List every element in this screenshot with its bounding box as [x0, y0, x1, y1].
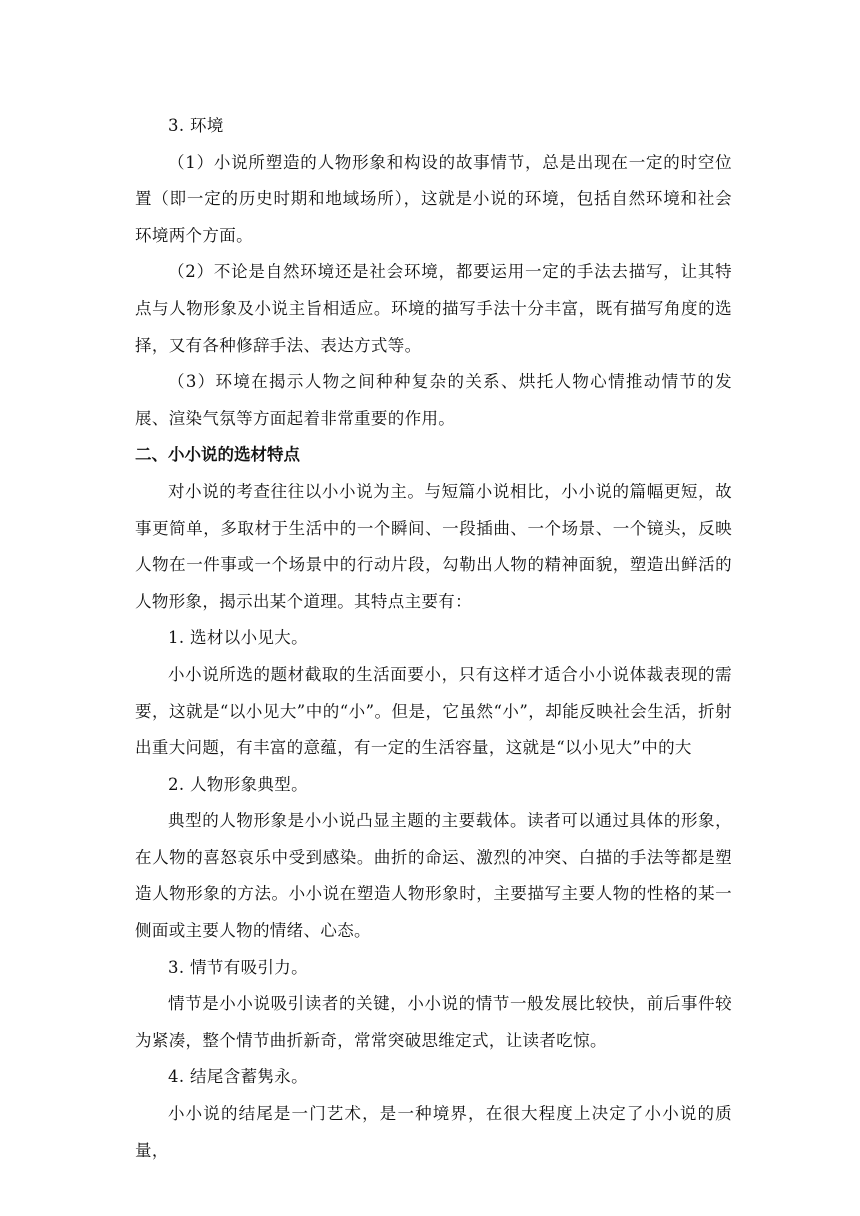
section-heading: 二、小小说的选材特点 [135, 445, 300, 465]
paragraph-environment-3: （3）环境在揭示人物之间种种复杂的关系、烘托人物心情推动情节的发展、渲染气氛等方面起着非常重要的作用。 [135, 372, 732, 428]
paragraph-environment-2: （2）不论是自然环境还是社会环境，都要运用一定的手法去描写，让其特点与人物形象及小说主旨相适应。环境的描写手法十分丰富，既有描写角度的选择，又有各种修辞手法、表达方式等。 [135, 262, 732, 355]
paragraph-item-4: 小小说的结尾是一门艺术，是一种境界，在很大程度上决定了小小说的质量， [135, 1104, 732, 1160]
paragraph-item-2: 典型的人物形象是小小说凸显主题的主要载体。读者可以通过具体的形象，在人物的喜怒哀乐中受到感染。曲折的命运、激烈的冲突、白描的手法等都是塑造人物形象的方法。小小说在塑造人物形象时，主要描写主要人物的性格的某一侧面或主要人物的情绪、心态。 [135, 811, 732, 941]
paragraph-intro: 对小说的考查往往以小小说为主。与短篇小说相比，小小说的篇幅更短，故事更简单，多取材于生活中的一个瞬间、一段插曲、一个场景、一个镜头，反映人物在一件事或一个场景中的行动片段，勾勒出人物的精神面貌，塑造出鲜活的人物形象，揭示出某个道理。其特点主要有： [135, 481, 732, 611]
paragraph-environment-1: （1）小说所塑造的人物形象和构设的故事情节，总是出现在一定的时空位置（即一定的历史时期和地域场所），这就是小说的环境，包括自然环境和社会环境两个方面。 [135, 152, 732, 245]
item-title-2: 2. 人物形象典型。 [168, 774, 308, 794]
item-title-4: 4. 结尾含蓄隽永。 [168, 1067, 308, 1087]
paragraph-item-1: 小小说所选的题材截取的生活面要小，只有这样才适合小小说体裁表现的需要，这就是“以小见大”中的“小”。但是，它虽然“小”，却能反映社会生活，折射出重大问题，有丰富的意蕴，有一定的生活容量，这就是“以小见大”中的大 [135, 664, 732, 758]
item-title-3: 3. 情节有吸引力。 [168, 957, 308, 977]
item-title-1: 1. 选材以小见大。 [168, 628, 308, 648]
section-item-environment: 3. 环境 [168, 116, 224, 135]
paragraph-item-3: 情节是小小说吸引读者的关键，小小说的情节一般发展比较快，前后事件较为紧凑，整个情节曲折新奇，常常突破思维定式，让读者吃惊。 [135, 994, 732, 1050]
